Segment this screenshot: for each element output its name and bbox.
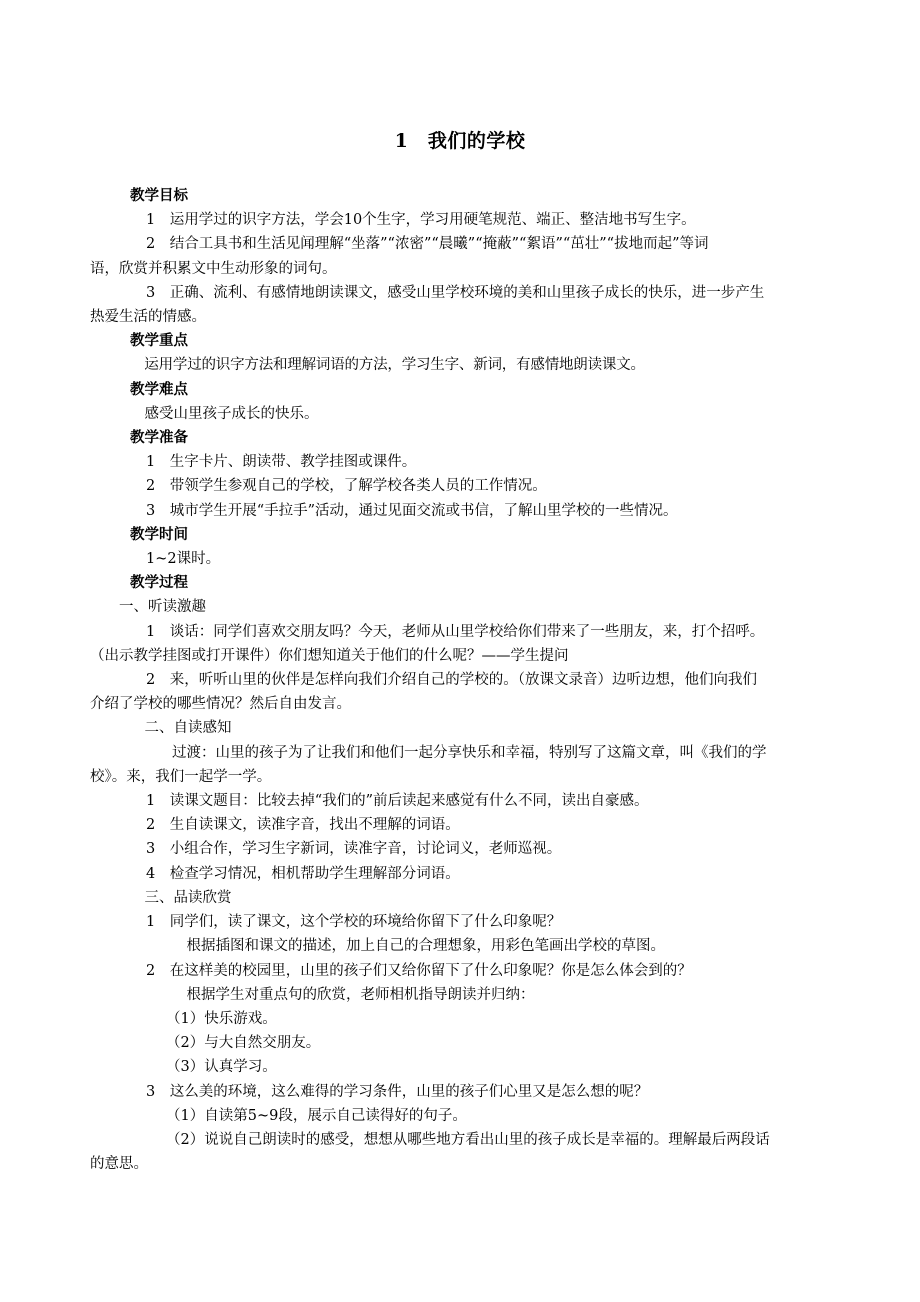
text-line: 过渡：山里的孩子为了让我们和他们一起分享快乐和幸福，特别写了这篇文章，叫《我们的学 bbox=[172, 744, 767, 761]
text-line: 三、品读欣赏 bbox=[130, 889, 232, 906]
text-line: 感受山里孩子成长的快乐。 bbox=[130, 405, 319, 422]
text-line: 一、听读激趣 bbox=[90, 599, 206, 616]
text-line: 根据插图和课文的描述，加上自己的合理想象，用彩色笔画出学校的草图。 bbox=[172, 938, 665, 955]
text-line: 语，欣赏并积累文中生动形象的词句。 bbox=[90, 260, 337, 277]
text-line: 教学目标 bbox=[130, 187, 188, 204]
text-line: 2 带领学生参观自己的学校，了解学校各类人员的工作情况。 bbox=[146, 478, 547, 495]
text-line: （3）认真学习。 bbox=[166, 1059, 277, 1076]
text-line: 1~2课时。 bbox=[146, 551, 221, 568]
text-line: 1 运用学过的识字方法，学会10个生字，学习用硬笔规范、端正、整洁地书写生字。 bbox=[146, 212, 696, 229]
text-line: 的意思。 bbox=[90, 1156, 148, 1173]
text-line: 教学时间 bbox=[130, 525, 188, 543]
text-line: 二、自读感知 bbox=[130, 720, 232, 737]
text-line: 运用学过的识字方法和理解词语的方法，学习生字、新词，有感情地朗读课文。 bbox=[130, 357, 645, 374]
text-line: 教学过程 bbox=[130, 574, 188, 592]
text-line: 1 同学们，读了课文，这个学校的环境给你留下了什么印象呢？ bbox=[146, 914, 562, 931]
lesson-title: 1 我们的学校 bbox=[394, 130, 526, 152]
text-line: 教学难点 bbox=[130, 380, 188, 398]
text-line: 根据学生对重点句的欣赏，老师相机指导朗读并归纳： bbox=[172, 986, 535, 1003]
text-line: 介绍了学校的哪些情况？然后自由发言。 bbox=[90, 696, 351, 713]
text-line: 4 检查学习情况，相机帮助学生理解部分词语。 bbox=[146, 865, 460, 882]
text-line: （2）与大自然交朋友。 bbox=[166, 1035, 321, 1052]
text-line: （1）快乐游戏。 bbox=[166, 1010, 277, 1027]
text-line: （出示教学挂图或打开课件）你们想知道关于他们的什么呢？——学生提问 bbox=[90, 647, 569, 664]
text-line: 2 在这样美的校园里，山里的孩子们又给你留下了什么印象呢？你是怎么体会到的？ bbox=[146, 962, 692, 979]
text-line: （2）说说自己朗读时的感受，想想从哪些地方看出山里的孩子成长是幸福的。理解最后两段话 bbox=[166, 1131, 770, 1148]
text-line: 校》。来，我们一起学一学。 bbox=[90, 768, 272, 785]
text-line: 热爱生活的情感。 bbox=[90, 309, 206, 326]
lesson-body bbox=[90, 184, 842, 1176]
text-line: 3 这么美的环境，这么难得的学习条件，山里的孩子们心里又是怎么想的呢？ bbox=[146, 1083, 649, 1100]
text-line: 1 谈话：同学们喜欢交朋友吗？今天，老师从山里学校给你们带来了一些朋友，来，打个招呼。 bbox=[146, 623, 765, 640]
text-line: 3 小组合作，学习生字新词，读准字音，讨论词义，老师巡视。 bbox=[146, 841, 562, 858]
text-line: 3 正确、流利、有感情地朗读课文，感受山里学校环境的美和山里孩子成长的快乐，进一步产生 bbox=[146, 284, 765, 301]
text-line: （1）自读第5~9段，展示自己读得好的句子。 bbox=[166, 1107, 467, 1124]
text-line: 1 生字卡片、朗读带、教学挂图或课件。 bbox=[146, 454, 417, 471]
text-line: 2 生自读课文，读准字音，找出不理解的词语。 bbox=[146, 817, 460, 834]
text-line: 3 城市学生开展“手拉手”活动，通过见面交流或书信，了解山里学校的一些情况。 bbox=[146, 502, 678, 519]
text-line: 2 来，听听山里的伙伴是怎样向我们介绍自己的学校的。（放课文录音）边听边想，他们向我们 bbox=[146, 672, 757, 689]
text-line: 1 读课文题目：比较去掉“我们的”前后读起来感觉有什么不同，读出自豪感。 bbox=[146, 793, 649, 810]
text-line: 教学重点 bbox=[130, 332, 188, 350]
text-line: 2 结合工具书和生活见闻理解“坐落”“浓密”“晨曦”“掩蔽”“絮语”“茁壮”“拔地而起”等词 bbox=[146, 236, 709, 253]
text-line: 教学准备 bbox=[130, 429, 188, 447]
